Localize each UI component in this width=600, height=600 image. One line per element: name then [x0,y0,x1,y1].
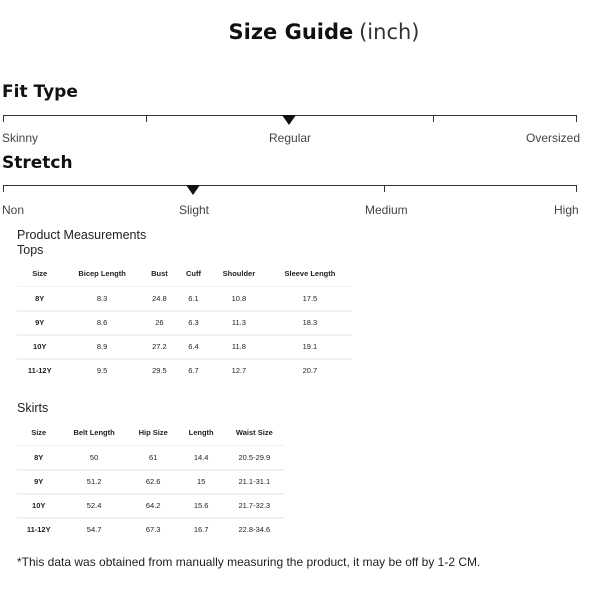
skirts-col-header: Belt Length [73,428,115,438]
tops-value-cell: 8.9 [62,334,141,358]
skirts-size-cell: 9Y [17,469,60,493]
tops-col-header: Sleeve Length [284,269,336,279]
tops-size-cell: 9Y [17,310,62,334]
tops-value-cell: 6.4 [177,334,210,358]
tops-header-row [17,262,352,286]
skirts-value-cell: 22.8-34.6 [224,517,285,541]
fit-type-scale [3,115,577,123]
tops-table-row [17,286,352,310]
stretch-tick-0 [3,185,4,192]
tops-col-header: Bicep Length [78,269,126,279]
stretch-label-non: Non [2,203,25,217]
stretch-tick-2 [576,185,577,192]
fit-type-selected-marker [282,115,296,125]
skirts-header-row [17,421,285,445]
skirts-col-header: Size [31,428,47,438]
tops-col-header: Cuff [185,269,201,279]
tops-value-cell: 6.7 [177,358,210,382]
tops-table-row [17,358,352,382]
tops-value-cell: 8.6 [62,310,141,334]
tops-value-cell: 18.3 [268,310,352,334]
tops-value-cell: 12.7 [210,358,268,382]
tops-value-cell: 6.1 [177,286,210,310]
skirts-value-cell: 15 [179,469,224,493]
skirts-value-cell: 21.7-32.3 [224,493,285,517]
stretch-heading: Stretch [2,153,73,173]
fit-tick-2 [433,115,434,122]
tops-label: Tops [17,243,44,257]
skirts-value-cell: 16.7 [179,517,224,541]
skirts-table-row [17,469,285,493]
tops-table-row [17,310,352,334]
tops-value-cell: 17.5 [268,286,352,310]
fit-tick-0 [3,115,4,122]
tops-size-cell: 11-12Y [17,358,62,382]
skirts-value-cell: 61 [128,445,179,469]
tops-table-row [17,334,352,358]
stretch-scale [3,185,577,193]
skirts-size-cell: 11-12Y [17,517,60,541]
skirts-col-header: Waist Size [235,428,273,438]
skirts-table-row [17,445,285,469]
stretch-label-medium: Medium [365,203,408,217]
tops-value-cell: 11.8 [210,334,268,358]
skirts-size-cell: 8Y [17,445,60,469]
tops-value-cell: 8.3 [62,286,141,310]
tops-col-header: Size [32,269,48,279]
skirts-value-cell: 15.6 [179,493,224,517]
tops-value-cell: 11.3 [210,310,268,334]
skirts-value-cell: 64.2 [128,493,179,517]
page-title [0,20,600,45]
tops-table [17,262,352,382]
tops-size-cell: 10Y [17,334,62,358]
skirts-value-cell: 14.4 [179,445,224,469]
tops-value-cell: 29.5 [142,358,177,382]
skirts-value-cell: 62.6 [128,469,179,493]
tops-value-cell: 9.5 [62,358,141,382]
title-text: Size Guide [228,20,354,44]
tops-col-header: Bust [151,269,168,279]
skirts-col-header: Length [188,428,214,438]
stretch-label-high: High [554,203,579,217]
fit-label-oversized: Oversized [526,131,581,145]
fit-label-regular: Regular [269,131,312,145]
stretch-selected-marker [186,185,200,195]
skirts-value-cell: 20.5-29.9 [224,445,285,469]
skirts-value-cell: 52.4 [60,493,127,517]
skirts-value-cell: 50 [60,445,127,469]
skirts-value-cell: 51.2 [60,469,127,493]
skirts-table-row [17,517,285,541]
tops-value-cell: 27.2 [142,334,177,358]
tops-col-header: Shoulder [222,269,256,279]
skirts-value-cell: 21.1-31.1 [224,469,285,493]
tops-size-cell: 8Y [17,286,62,310]
tops-value-cell: 6.3 [177,310,210,334]
tops-value-cell: 19.1 [268,334,352,358]
skirts-table [17,421,285,541]
tops-value-cell: 26 [142,310,177,334]
tops-value-cell: 10.8 [210,286,268,310]
fit-label-skinny: Skinny [2,131,39,145]
stretch-tick-1 [384,185,385,192]
fit-tick-1 [146,115,147,122]
skirts-size-cell: 10Y [17,493,60,517]
skirts-label: Skirts [17,401,49,415]
skirts-col-header: Hip Size [138,428,168,438]
skirts-value-cell: 54.7 [60,517,127,541]
fit-tick-3 [576,115,577,122]
title-unit: (inch) [359,20,420,44]
tops-value-cell: 20.7 [268,358,352,382]
stretch-label-slight: Slight [179,203,210,217]
fit-type-heading: Fit Type [2,82,78,102]
tops-value-cell: 24.8 [142,286,177,310]
skirts-value-cell: 67.3 [128,517,179,541]
skirts-table-row [17,493,285,517]
measurements-heading: Product Measurements [17,228,147,242]
measurement-disclaimer: *This data was obtained from manually measuring the product, it may be off by 1-2 CM. [17,555,481,569]
